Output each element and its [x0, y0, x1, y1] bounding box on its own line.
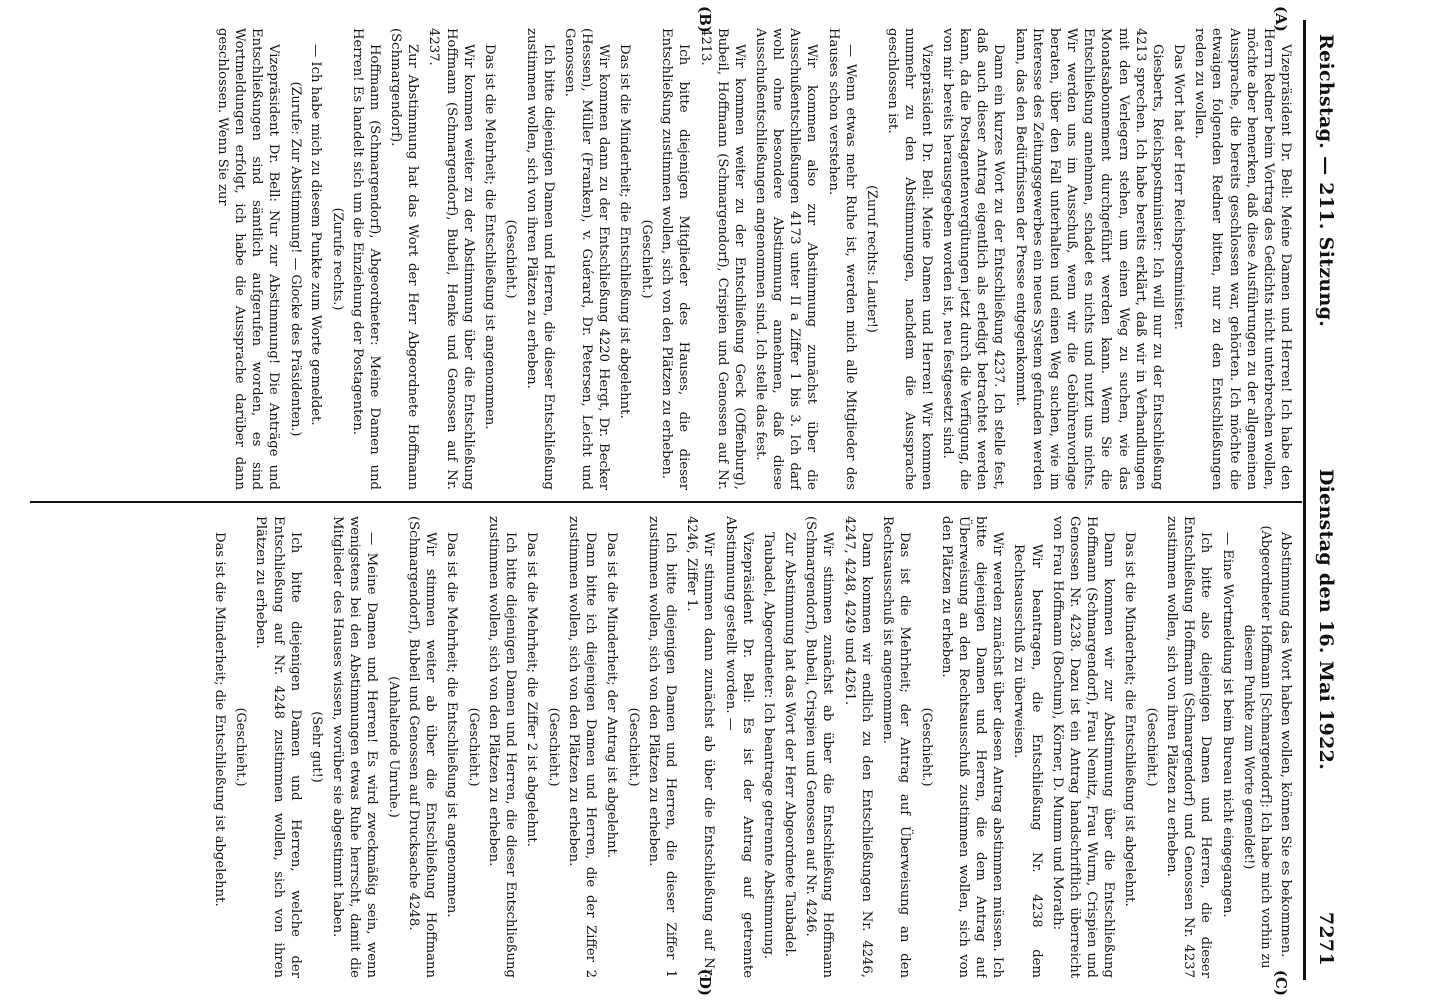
header-right: Dienstag den 16. Mai 1922. [1315, 468, 1337, 771]
paragraph: Das ist die Mehrheit; die Entschließung ist angenommen. [444, 532, 459, 918]
interjection: (Geschieht.) [545, 707, 561, 787]
column-divider [30, 501, 1302, 503]
page-number: 7271 [1315, 911, 1337, 966]
paragraph: Abstimmung das Wort haben wollen, können Sie es bekommen. [1278, 532, 1293, 958]
paragraph: Wir stimmen weiter ab über die Entschließung Hoffmann (Schmargendorf), Bubeil und Genossen auf Drucksache 4248. [405, 516, 438, 978]
margin-letter-a: (A) [1272, 6, 1290, 32]
margin-letter-b: (B) [696, 6, 714, 33]
paragraph: Wir werden zunächst über diesen Antrag abstimmen müssen. Ich bitte diejenigen Damen und Herren, die dem Antrag auf Überweisung an den Rechtsausschuß zustimmen wollen, sich von den Plätzen zu erheben. [938, 516, 1006, 978]
document-page [20, 6, 1414, 996]
interjection: (Zurufe rechts.) [329, 207, 345, 311]
paragraph: Vizepräsident Dr. Bell: Meine Damen und Herren! Wir kommen nunmehr zu den Abstimmungen, nachdem die Aussprache geschlossen ist. [884, 28, 934, 490]
paragraph: Ich bitte diejenigen Damen und Herren, welche der Entschließung auf Nr. 4248 zustimmen wollen, sich von ihren Plätzen zu erheben. [253, 516, 303, 978]
paragraph: Wir stimmen dann zunächst ab über die Entschließung auf Nr. 4246, Ziffer 1. [684, 516, 717, 978]
left-column [30, 28, 1294, 490]
paragraph: Wir stimmen zunächst ab über die Entschließung Hoffmann (Schmargendorf), Bubeil, Crispien und Genossen auf Nr. 4246. [803, 516, 836, 978]
interjection: (Geschieht.) [625, 707, 641, 787]
paragraph: Vizepräsident Dr. Bell: Es ist der Antrag auf getrennte Abstimmung gestellt worden. — [722, 516, 755, 978]
paragraph: Ich bitte diejenigen Damen und Herren, die dieser Ziffer 1 zustimmen wollen, sich von den Plätzen zu erheben. [645, 516, 679, 978]
paragraph: Ich bitte also diejenigen Damen und Herren, die dieser Entschließung Hoffmann (Schmargendorf) und Genossen Nr. 4237 zustimmen wollen, sich von ihren Plätzen zu erheben. [1164, 516, 1214, 978]
paragraph: Zur Abstimmung hat das Wort der Herr Abgeordnete Taubadel. [782, 532, 798, 957]
page-header [1303, 20, 1342, 980]
paragraph: Wir kommen dann zu der Entschließung 4220 Hergt, Dr. Becker (Hessen), Müller (Franken), v. Guérard, Dr. Petersen, Leicht und Genossen. [561, 28, 612, 490]
paragraph: Das ist die Minderheit; der Antrag ist abgelehnt. [604, 532, 620, 859]
paragraph: — Eine Wortmeldung ist beim Bureau nicht eingegangen. [1219, 532, 1235, 918]
paragraph: Dann bitte ich diejenigen Damen und Herren, die der Ziffer 2 zustimmen wollen, sich von den Plätzen zu erheben. [565, 516, 599, 978]
paragraph: Das Wort hat der Herr Reichspostminister. [1171, 44, 1187, 330]
paragraph: Hoffmann (Schmargendorf), Abgeordneter: Meine Damen und Herren! Es handelt sich um die Einziehung der Postagenten. [349, 28, 382, 490]
paragraph: Taubadel, Abgeordneter: Ich beantrage getrennte Abstimmung. [760, 532, 776, 960]
paragraph: Das ist die Mehrheit; die Entschließung ist angenommen. [481, 44, 497, 430]
interjection: (Abgeordneter Hoffmann [Schmargendorf]: Ich habe mich vorhin zu diesem Punkte zum Worte gemeldet!) [1241, 525, 1273, 969]
interjection: (Sehr gut!) [309, 711, 325, 783]
paragraph: — Ich habe mich zu diesem Punkte zum Worte gemeldet. [308, 44, 323, 426]
paragraph: Ich bitte diejenigen Damen und Herren, die dieser Entschließung zustimmen wollen, sich von den Plätzen zu erheben. [485, 516, 518, 978]
paragraph: Dann ein kurzes Wort zu der Entschließung 4237. Ich stelle fest, daß auch dieser Antrag eigentlich als erledigt betrachtet werden kann, da die Postagentenvergütungen jetzt durch die Verfügung, die von mir bereits herausgegeben worden ist, neu festgesetzt sind. [940, 28, 1007, 490]
interjection: (Geschieht.) [1143, 707, 1159, 787]
paragraph: Das ist die Mehrheit; die Ziffer 2 ist abgelehnt. [524, 532, 540, 847]
interjection: (Zuruf rechts: Lauter!) [864, 185, 880, 333]
paragraph: Wir kommen weiter zu der Entschließung Geck (Offenburg), Bubeil, Hoffmann (Schmargendorf), Crispien und Genossen auf Nr. 4213. [697, 28, 747, 490]
paragraph: Das ist die Minderheit; die Entschließung ist abgelehnt. [211, 532, 227, 907]
paragraph: Dann kommen wir zur Abstimmung über die Entschließung Hoffmann (Schmargendorf), Frau Nemitz, Frau Wurm, Crispien und Genossen Nr. 4238. Dazu ist ein Antrag handschriftlich überreicht von Frau Hoffmann (Bochum), Körner, D. Mumm und Morath: [1049, 516, 1117, 978]
interjection: (Geschieht.) [233, 707, 249, 787]
margin-letter-d: (D) [696, 968, 714, 996]
header-left: Reichstag. — 211. Sitzung. [1315, 34, 1337, 328]
paragraph: — Wenn etwas mehr Ruhe ist, werden mich alle Mitglieder des Hauses schon verstehen. [825, 28, 858, 490]
interjection: (Anhaltende Unruhe.) [385, 676, 401, 818]
right-column [30, 516, 1294, 978]
paragraph: Ich bitte diejenigen Mitglieder des Hauses, die dieser Entschließung zustimmen wollen, sich von den Plätzen zu erheben. [659, 28, 692, 490]
paragraph: Zur Abstimmung hat das Wort der Herr Abgeordnete Hoffmann (Schmargendorf). [388, 28, 421, 490]
paragraph: Giesberts, Reichspostminister: Ich will nur zu der Entschließung 4213 sprechen. Ich habe bereits erklärt, daß wir in Verhandlungen mit den Verlegern stehen, um einen Weg zu suchen, wie das Monatsabonnement durchgeführt werden kann. Wenn Sie die Entschließung annehmen, schadet es nichts und nutzt uns nichts. Wir werden uns im Ausschuß, wenn wir die Gebührenvorlage beraten, über den Fall unterhalten und einen Weg suchen, wie im Interesse des Zeitungsgewerbes ein neues System gefunden werden kann, das den Bedürfnissen der Presse entgegenkommt. [1012, 28, 1165, 490]
interjection: (Geschieht.) [503, 219, 519, 299]
margin-letter-c: (C) [1272, 969, 1290, 996]
paragraph: Wir beantragen, die Entschließung Nr. 4238 dem Rechtsausschuß zu überweisen. [1011, 544, 1044, 978]
interjection: (Zurufe: Zur Abstimmung! — Glocke des Präsidenten.) [287, 81, 303, 437]
paragraph: Vizepräsident Dr. Bell: Nur zur Abstimmung! Die Anträge und Entschließungen sind sämtlich aufgerufen worden, es sind Wortmeldungen erfolgt, ich habe die Aussprache darüber dann geschlossen. Wenn Sie zur [214, 28, 282, 490]
paragraph: Das ist die Mehrheit; der Antrag auf Überweisung an den Rechtsausschuß ist angenommen. [879, 516, 912, 978]
interjection: (Geschieht.) [639, 219, 655, 299]
paragraph: Ich bitte diejenigen Damen und Herren, die dieser Entschließung zustimmen wollen, sich von ihren Plätzen zu erheben. [523, 28, 556, 490]
interjection: (Geschieht.) [918, 707, 934, 787]
paragraph: Dann kommen wir endlich zu den Entschließungen Nr. 4246, 4247, 4248, 4249 und 4261. [841, 516, 874, 978]
paragraph: Wir kommen also zur Abstimmung zunächst über die Ausschußentschließungen 4173 unter II a Ziffer 1 bis 3. Ich darf wohl ohne besondere Abstimmung annehmen, daß diese Ausschußentschließungen angenommen sind. Ich stelle das fest. [753, 28, 820, 490]
interjection: (Geschieht.) [465, 707, 481, 787]
paragraph: Wir kommen weiter zu der Abstimmung über die Entschließung Hoffmann (Schmargendorf), Bubeil, Henke und Genossen auf Nr. 4237. [426, 28, 476, 490]
paragraph: Das ist die Minderheit; die Entschließung ist abgelehnt. [1122, 532, 1138, 907]
paragraph: Vizepräsident Dr. Bell: Meine Damen und Herren! Ich habe den Herrn Redner beim Vortrag des Gedichts nicht unterbrechen wollen, möchte aber bemerken, daß diese Ausführungen zu der allgemeinen Aussprache, die bereits geschlossen war, gehörten. Ich möchte die etwaigen folgenden Redner bitten, nur zu den Entschließungen reden zu wollen. [1192, 28, 1293, 490]
paragraph: Das ist die Minderheit; die Entschließung ist abgelehnt. [617, 44, 633, 419]
paragraph: — Meine Damen und Herren! Es wird zweckmäßig sein, wenn wenigstens bei den Abstimmungen etwas Ruhe herrscht, damit die Mitglieder des Hauses wissen, worüber sie abgestimmt haben. [329, 516, 379, 978]
